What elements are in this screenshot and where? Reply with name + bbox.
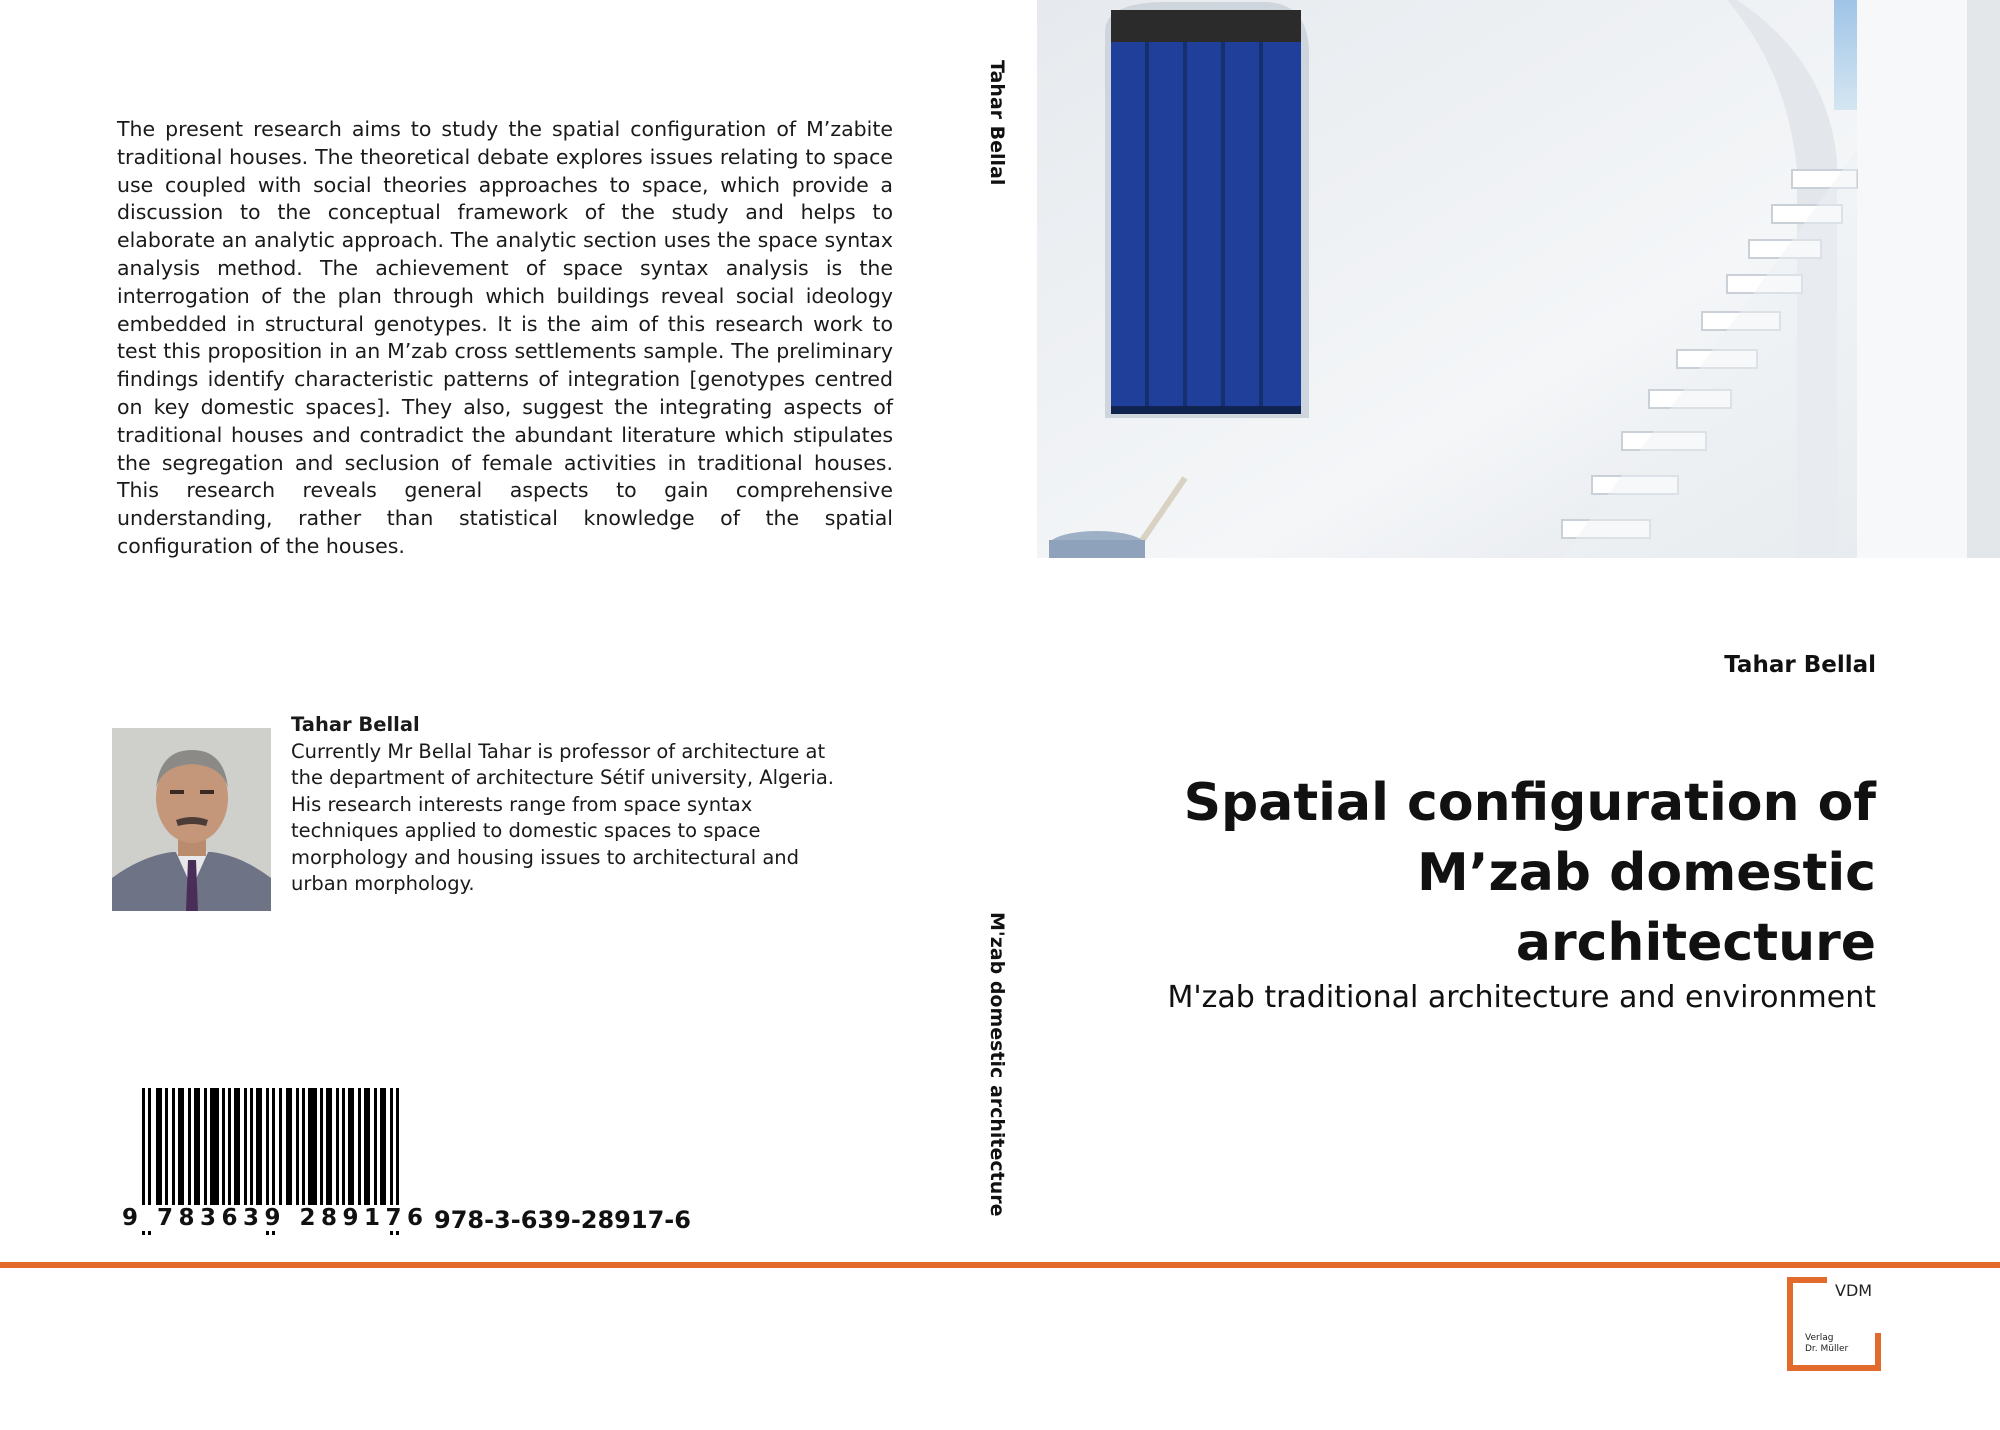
publisher-logo xyxy=(1787,1277,1881,1371)
logo-frame-right xyxy=(1875,1333,1881,1371)
author-bio-name: Tahar Bellal xyxy=(291,713,420,736)
book-title xyxy=(1116,768,1876,978)
front-cover-author: Tahar Bellal xyxy=(1724,652,1876,678)
logo-brand: VDM xyxy=(1835,1281,1873,1300)
back-cover-abstract: The present research aims to study the spatial configuration of M’zabite traditional houses. The theoretical debate explores issues relating to space use coupled with social theories approaches to space, which provide a discussion to the conceptual framework of the study and helps to elaborate an analytic approach. The analytic section uses the space syntax analysis method. The achievement of space syntax analysis is the interrogation of the plan through which buildings reveal social ideology embedded in structural genotypes. It is the aim of this research work to test this proposition in an M’zab cross settlements sample. The preliminary findings identify characteristic patterns of integration [genotypes centred on key domestic spaces]. They also, suggest the integrating aspects of traditional houses and contradict the abundant literature which stipulates the segregation and seclusion of female activities in traditional houses. This research reveals general aspects to gain comprehensive understanding, rather than statistical knowledge of the spatial configuration of the houses. xyxy=(117,117,893,558)
logo-subtext xyxy=(1805,1333,1848,1355)
isbn: 978-3-639-28917-6 xyxy=(434,1206,691,1234)
author-photo xyxy=(112,728,271,911)
author-bio-block xyxy=(291,712,851,898)
spine-author: Tahar Bellal xyxy=(986,60,1008,186)
logo-subtext-line: Verlag xyxy=(1805,1333,1834,1343)
book-title-line: Spatial configuration of xyxy=(1183,773,1876,833)
author-bio-text: Currently Mr Bellal Tahar is professor of architecture at the department of architecture Sétif university, Algeria. His research interests range from space syntax techniques applied to domestic spaces to space morphology and housing issues to architectural and urban morphology. xyxy=(291,739,835,895)
book-title-line: architecture xyxy=(1515,913,1876,973)
book-title-line: M’zab domestic xyxy=(1416,843,1876,903)
book-subtitle: M'zab traditional architecture and environment xyxy=(1167,980,1876,1015)
barcode-digits: 9 783639 289176 xyxy=(122,1205,429,1231)
cover-photo xyxy=(1037,0,2000,558)
orange-divider xyxy=(0,1262,2000,1268)
spine-title: M'zab domestic architecture xyxy=(986,912,1008,1217)
logo-frame-top xyxy=(1787,1277,1827,1283)
logo-subtext-line: Dr. Müller xyxy=(1805,1344,1849,1354)
